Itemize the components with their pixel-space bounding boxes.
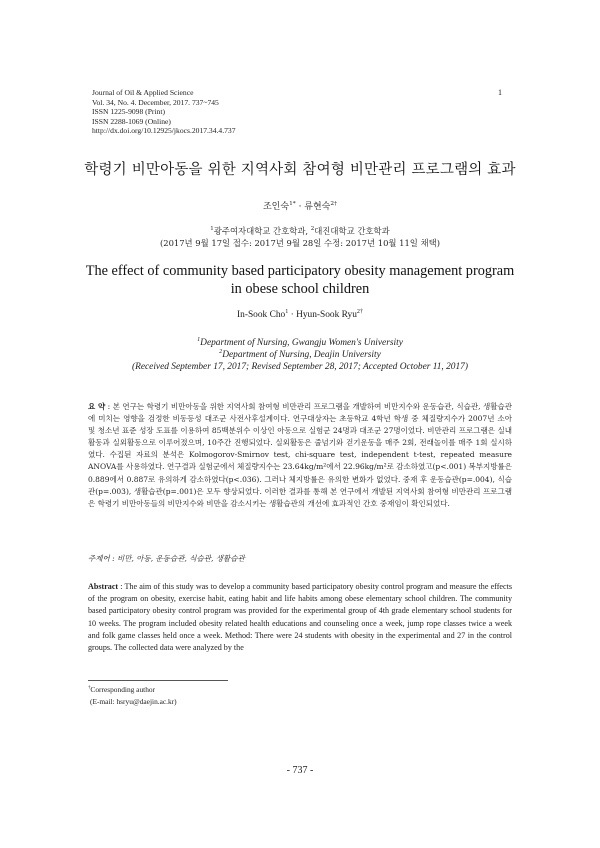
english-affiliations <box>40 337 560 373</box>
footnote-email: (E-mail: hsryu@daejin.ac.kr) <box>90 696 177 706</box>
korean-affil-2-sup: 2 <box>310 226 315 233</box>
korean-keywords: 주제어 : 비만, 아동, 운동습관, 식습관, 생활습관 <box>88 554 245 563</box>
english-affil-2: Department of Nursing, Deajin University <box>222 350 381 360</box>
journal-header <box>92 88 422 136</box>
english-affil-2-line <box>40 349 560 361</box>
korean-abstract <box>88 401 512 510</box>
doi-link[interactable]: http://dx.doi.org/10.12925/jkocs.2017.34.4.737 <box>92 126 236 136</box>
korean-abstract-label: 요 약 <box>88 402 106 411</box>
english-affil-2-sup: 2 <box>219 348 223 355</box>
issn-print: ISSN 1225-9098 (Print) <box>92 107 165 117</box>
english-affil-1-line <box>40 337 560 349</box>
korean-author-1: 조인숙 <box>262 202 290 212</box>
issn-online: ISSN 2288-1069 (Online) <box>92 116 171 126</box>
english-abstract-label: Abstract <box>88 582 119 591</box>
english-title <box>60 262 540 298</box>
footnote <box>88 684 177 707</box>
korean-affil-1-sup: 1 <box>210 226 214 233</box>
english-affil-1-sup: 1 <box>197 336 201 343</box>
korean-abstract-text: : 본 연구는 학령기 비만아동을 위한 지역사회 참여형 비만관리 프로그램을 개발하여 비만지수와 운동습관, 식습관, 생활습관에 미치는 영향을 검정한 비동등성 대조군 사전사후설계이다. 연구대상자는 초등학교 4학년 학생 중 체질량지수가 2007년 소아 및 청소년 표준 성장 도표를 이용하여 85백분위수 이상인 아동으로 실험군 24명과 대조군 27명이었다. 비만관리 프로그램은 실내활동과 실외활동으로 이루어졌으며, 10주간 진행되었다. 실외활동은 줄넘기와 걷기운동을 매주 2회, 전래놀이를 매주 1회 실시하였다. 수집된 자료의 분석은 Kolmogorov-Smirnov test, chi-square test, independent t-test, repeated measure ANOVA를 사용하였다. 연구결과 실험군에서 체질량지수는 23.64kg/m²에서 22.96kg/m²로 감소하였고(p<.001) 복부지방률은 0.889에서 0.887로 유의하게 감소하였다(p<.036). 그러나 체지방률은 유의한 변화가 없었다. 중재 후 운동습관(p=.004), 식습관(p=.003), 생활습관(p=.001)은 모두 향상되었다. 이러한 결과를 통해 본 연구에서 개발된 지역사회 참여형 비만관리 프로그램은 학령기 비만아동들의 비만지수와 비만을 감소시키는 생활습관의 개선에 효과적인 간호 중재임이 확인되었다. <box>88 402 512 508</box>
korean-author-separator: · <box>295 202 305 212</box>
footnote-corresponding: Corresponding author <box>90 685 156 694</box>
korean-dates: (2017년 9월 17일 접수: 2017년 9월 28일 수정: 2017년 10월 11일 채택) <box>159 238 441 248</box>
korean-affiliations <box>40 225 560 249</box>
english-title-line-2: in obese school children <box>230 281 370 297</box>
page-footer-number: - 737 - <box>286 765 314 776</box>
korean-author-2: 류현숙 <box>304 202 331 212</box>
footnote-mark: † <box>88 685 91 691</box>
korean-title: 학령기 비만아동을 위한 지역사회 참여형 비만관리 프로그램의 효과 <box>84 162 516 178</box>
korean-author-2-sup: 2† <box>330 201 338 207</box>
korean-authors <box>40 199 560 212</box>
english-author-2-sup: 2† <box>356 308 363 315</box>
journal-volume: Vol. 34, No. 4. December, 2017. 737~745 <box>92 97 219 107</box>
english-author-separator: · <box>288 310 297 320</box>
english-authors <box>40 310 560 320</box>
english-author-1-sup: 1 <box>285 308 289 315</box>
english-title-line-1: The effect of community based participatory obesity management program <box>85 263 515 279</box>
footnote-rule <box>88 680 228 681</box>
journal-name: Journal of Oil & Applied Science <box>92 88 194 97</box>
korean-affil-1: 광주여자대학교 간호학과, <box>213 226 311 236</box>
english-abstract-text: : The aim of this study was to develop a community based participatory obesity control program and measure the effects of the program on obesity, exercise habit, eating habit and life habits among obese elementary school children. The community based participatory obesity control program was provided for the experimental group of 4th grade elementary school students for 10 weeks. The program included obesity related health educations and counseling once a week, jump rope classes twice a week and folk game classes held once a week. Method: There were 24 students with obesity in the experimental and 27 in the control groups. The collected data were analyzed by the <box>88 582 512 653</box>
english-author-1: In-Sook Cho <box>237 310 286 320</box>
english-abstract <box>88 581 512 654</box>
korean-affiliation-line <box>40 225 560 237</box>
page-number: 1 <box>498 88 502 97</box>
english-affil-1: Department of Nursing, Gwangju Women's University <box>200 338 403 348</box>
korean-author-1-sup: 1* <box>289 201 296 207</box>
english-dates: (Received September 17, 2017; Revised September 28, 2017; Accepted October 11, 2017) <box>132 362 468 372</box>
footnote-line-1 <box>88 684 177 696</box>
english-author-2: Hyun-Sook Ryu <box>296 310 357 320</box>
korean-affil-2: 대진대학교 간호학과 <box>314 226 390 236</box>
